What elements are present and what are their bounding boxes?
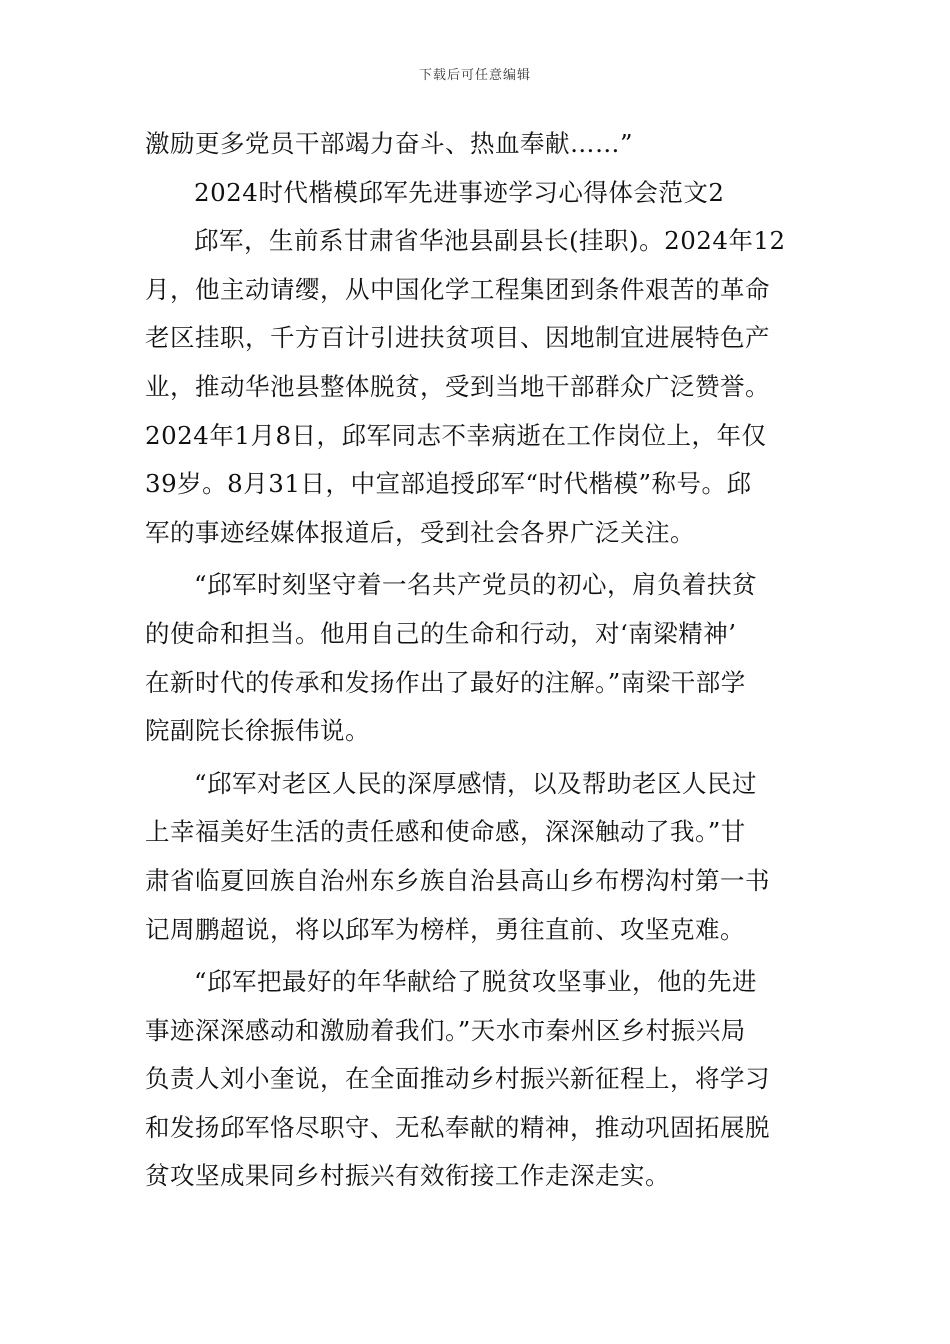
text-line: 贫攻坚成果同乡村振兴有效衔接工作走深走实。	[145, 1161, 670, 1191]
text-line: 负责人刘小奎说，在全面推动乡村振兴新征程上，将学习	[145, 1064, 770, 1094]
text-line: 业，推动华池县整体脱贫，受到当地干部群众广泛赞誉。	[145, 371, 770, 401]
text-line: 邱军，生前系甘肃省华池县副县长(挂职)。2024年12	[194, 226, 786, 256]
text-line: 激励更多党员干部竭力奋斗、热血奉献……”	[145, 129, 634, 158]
text-line: 和发扬邱军恪尽职守、无私奉献的精神，推动巩固拓展脱	[145, 1112, 770, 1142]
section-title: 2024时代楷模邱军先进事迹学习心得体会范文2	[194, 177, 725, 207]
text-line: 事迹深深感动和激励着我们。”天水市秦州区乡村振兴局	[145, 1015, 746, 1045]
text-line: 上幸福美好生活的责任感和使命感，深深触动了我。”甘	[145, 817, 746, 847]
document-body	[145, 120, 825, 1201]
text-line: 的使命和担当。他用自己的生命和行动，对‘南梁精神’	[145, 618, 737, 648]
text-line: 记周鹏超说，将以邱军为榜样，勇往直前、攻坚克难。	[145, 914, 745, 944]
text-line: 军的事迹经媒体报道后，受到社会各界广泛关注。	[145, 517, 695, 547]
text-line: 院副院长徐振伟说。	[145, 716, 370, 746]
text-line: “邱军对老区人民的深厚感情，以及帮助老区人民过	[194, 768, 758, 798]
page-header: 下载后可任意编辑	[418, 68, 531, 83]
text-line: 肃省临夏回族自治州东乡族自治县高山乡布楞沟村第一书	[145, 865, 770, 895]
text-line: 老区挂职，千方百计引进扶贫项目、因地制宜进展特色产	[145, 323, 770, 353]
text-line: 39岁。8月31日，中宣部追授邱军“时代楷模”称号。邱	[145, 469, 752, 499]
text-line: 2024年1月8日，邱军同志不幸病逝在工作岗位上，年仅	[145, 420, 767, 450]
text-line: 月，他主动请缨，从中国化学工程集团到条件艰苦的革命	[145, 274, 770, 304]
text-line: “邱军时刻坚守着一名共产党员的初心，肩负着扶贫	[194, 570, 758, 600]
text-line: “邱军把最好的年华献给了脱贫攻坚事业，他的先进	[194, 967, 758, 997]
text-line: 在新时代的传承和发扬作出了最好的注解。”南梁干部学	[145, 667, 746, 697]
